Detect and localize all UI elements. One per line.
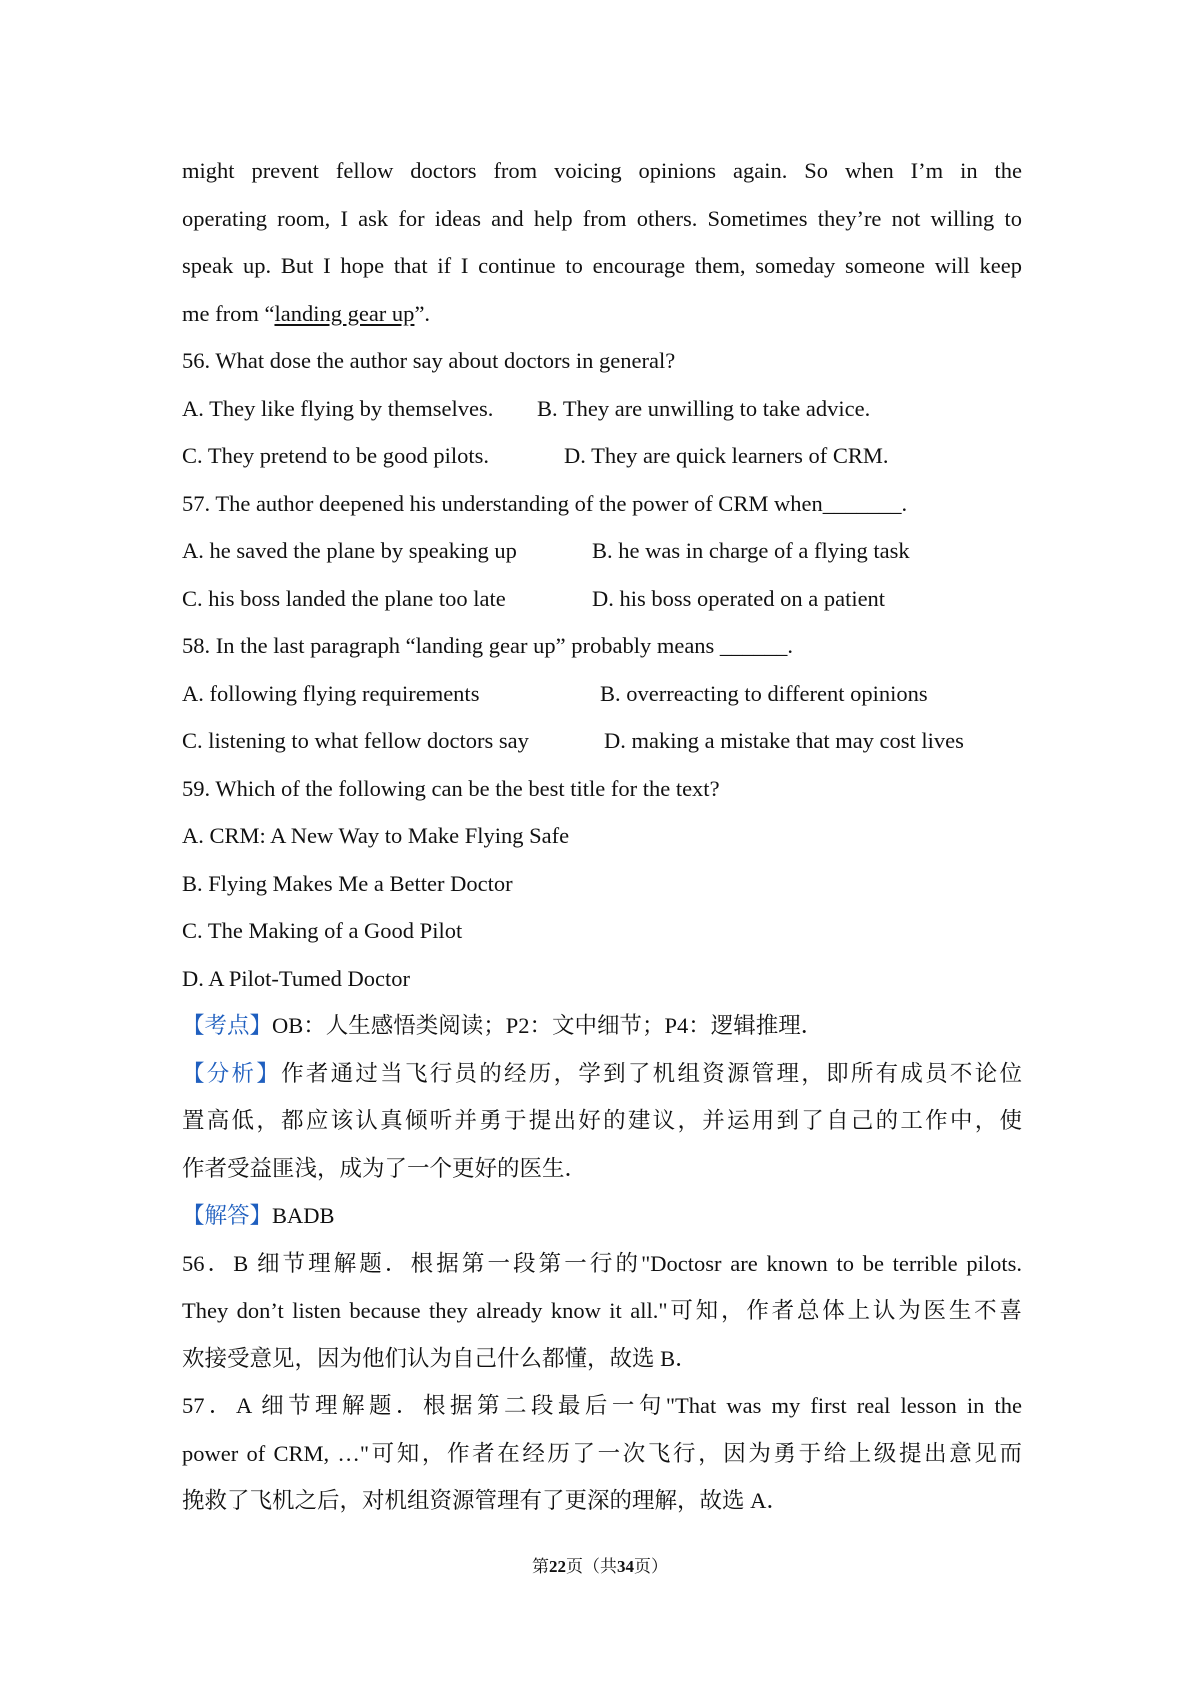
page-footer: [0, 1552, 1200, 1577]
fenxi-line: 作者受益匪浅，成为了一个更好的医生．: [182, 1155, 588, 1181]
option-b: B. overreacting to different opinions: [600, 680, 928, 706]
page-number: 22: [549, 1557, 566, 1576]
option-c: C. his boss landed the plane too late: [182, 585, 506, 611]
kaodian-tag: 【考点】: [182, 1013, 273, 1038]
footer-text: 页）: [634, 1557, 668, 1576]
footer-text: 页（共: [566, 1557, 617, 1576]
fenxi-tag: 【分析】: [182, 1060, 282, 1086]
passage-text: ”.: [414, 300, 431, 326]
option-d: D. his boss operated on a patient: [592, 585, 886, 611]
option-a: A. CRM: A New Way to Make Flying Safe: [182, 823, 570, 848]
option-row: [182, 717, 1022, 765]
option-b: B. Flying Makes Me a Better Doctor: [182, 870, 513, 896]
explanation-line: 欢接受意见，因为他们认为自己什么都懂，故选 B．: [182, 1345, 698, 1371]
passage-line: operating room, I ask for ideas and help from others. Sometimes they’re not willing to: [182, 205, 1022, 231]
option-b: B. They are unwilling to take advice.: [537, 395, 871, 421]
kaodian-line: [182, 1002, 1022, 1050]
option-c: C. listening to what fellow doctors say: [182, 728, 529, 753]
fenxi-line: 置高低，都应该认真倾听并勇于提出好的建议，并运用到了自己的工作中，使: [182, 1108, 1022, 1133]
kaodian-text: OB：人生感悟类阅读；P2：文中细节；P4：逻辑推理．: [272, 1013, 824, 1038]
option-a: A. They like flying by themselves.: [182, 395, 494, 421]
option-row: [182, 385, 1022, 433]
fenxi-text: 作者通过当飞行员的经历，学到了机组资源管理，即所有成员不论位: [281, 1060, 1022, 1086]
explanation-line: 57．A 细节理解题．根据第二段最后一句"That was my first real lesson in the: [182, 1393, 1022, 1418]
option-d: D. A Pilot-Tumed Doctor: [182, 965, 410, 991]
passage-line: [182, 290, 1022, 338]
passage-line: speak up. But I hope that if I continue to encourage them, someday someone will keep: [182, 253, 1022, 278]
total-pages: 34: [617, 1557, 634, 1576]
explanation-line: power of CRM, …"可知，作者在经历了一次飞行，因为勇于给上级提出意见而: [182, 1440, 1022, 1466]
passage-line: might prevent fellow doctors from voicing opinions again. So when I’m in the: [182, 158, 1022, 183]
option-a: A. he saved the plane by speaking up: [182, 538, 517, 563]
question-stem: 58. In the last paragraph “landing gear up” probably means ______.: [182, 633, 794, 658]
passage-text: me from “: [182, 300, 275, 326]
option-c: C. The Making of a Good Pilot: [182, 918, 463, 943]
footer-text: 第: [532, 1557, 549, 1576]
option-row: [182, 432, 1022, 480]
explanation-line: 56．B 细节理解题．根据第一段第一行的"Doctosr are known to be terrible pilots.: [182, 1250, 1022, 1276]
option-row: [182, 575, 1022, 623]
explanation-line: They don’t listen because they already know it all."可知，作者总体上认为医生不喜: [182, 1298, 1022, 1323]
fenxi-line: [182, 1050, 1022, 1098]
option-d: D. making a mistake that may cost lives: [604, 728, 964, 753]
jieda-text: BADB: [272, 1203, 335, 1228]
question-stem: 57. The author deepened his understanding of the power of CRM when_______.: [182, 490, 908, 516]
page-content: [182, 147, 1022, 1525]
question-stem: 56. What dose the author say about doctors in general?: [182, 348, 676, 373]
option-d: D. They are quick learners of CRM.: [564, 443, 889, 468]
question-stem: 59. Which of the following can be the best title for the text?: [182, 775, 720, 801]
option-c: C. They pretend to be good pilots.: [182, 443, 490, 468]
option-row: [182, 527, 1022, 575]
explanation-line: 挽救了飞机之后，对机组资源管理有了更深的理解，故选 A．: [182, 1488, 789, 1513]
option-row: [182, 670, 1022, 718]
jieda-line: [182, 1192, 1022, 1240]
underlined-phrase: landing gear up: [274, 300, 415, 326]
option-a: A. following flying requirements: [182, 680, 480, 706]
option-b: B. he was in charge of a flying task: [592, 538, 910, 563]
jieda-tag: 【解答】: [182, 1203, 273, 1228]
